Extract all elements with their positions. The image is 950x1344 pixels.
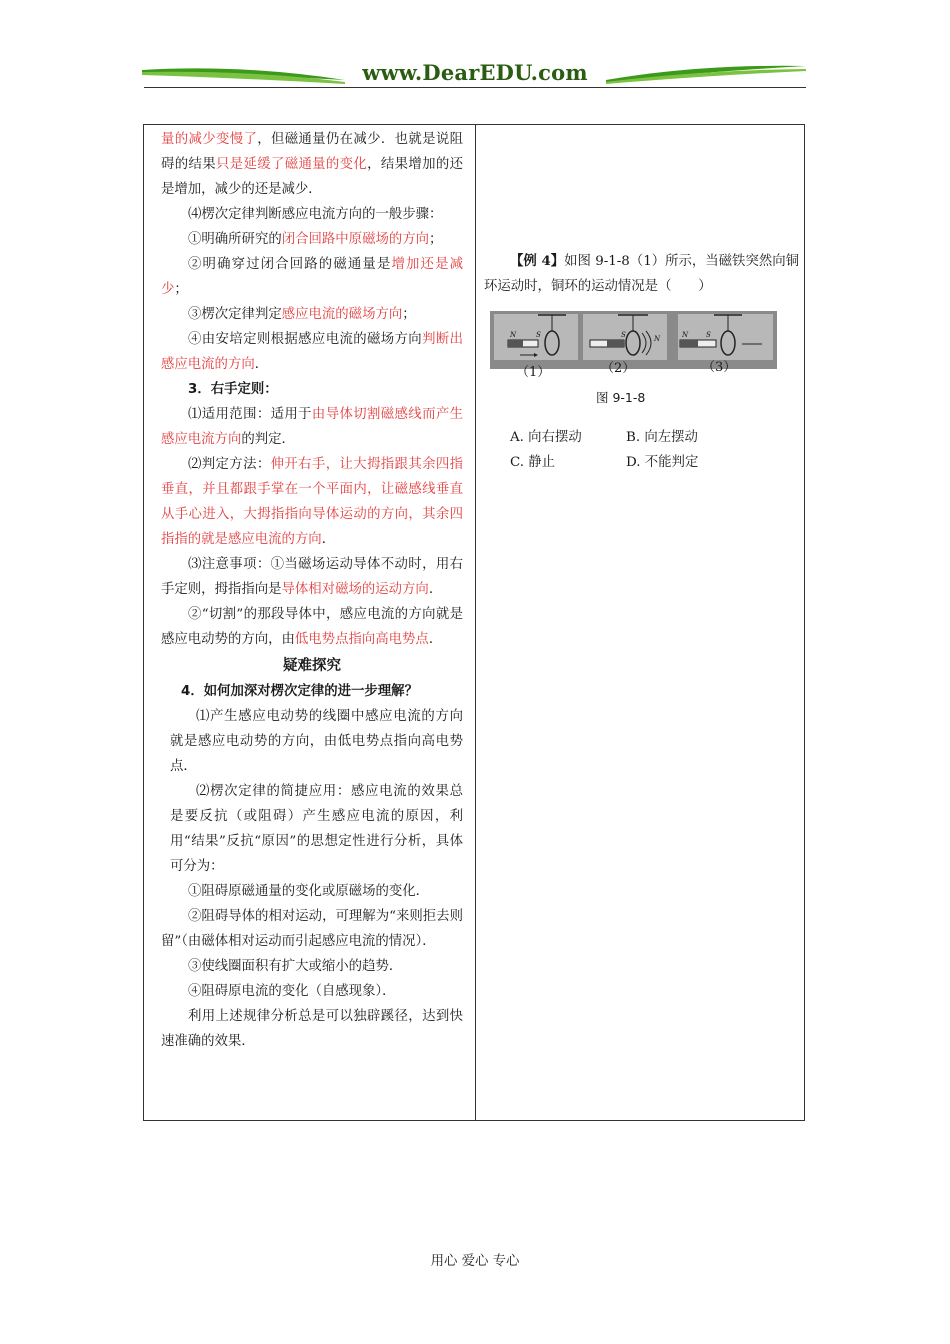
- option-c: C. 静止: [510, 455, 556, 470]
- text-run: 只是延缓了磁通量的变化: [215, 157, 368, 172]
- section-title: 疑难探究: [283, 658, 341, 674]
- example-block: [484, 249, 802, 299]
- option-a: A. 向右摆动: [510, 430, 582, 445]
- header-rule: [144, 87, 806, 88]
- rule-notes: ⑶注意事项：①当磁场运动导体不动时，用右手定则，拇指指向是导体相对磁场的运动方向．: [161, 557, 463, 597]
- step-1: ①明确所研究的闭合回路中原磁场的方向；: [188, 232, 443, 247]
- step-4: ④由安培定则根据感应电流的磁场方向判断出感应电流的方向．: [161, 332, 464, 372]
- text-run: ，结果增加的还是增加，减少的还是减少．: [161, 157, 464, 197]
- option-b: B. 向左摆动: [626, 430, 698, 445]
- fig-mark: S: [621, 331, 626, 339]
- rule-method: ⑵判定方法：伸开右手，让大拇指跟其余四指垂直，并且都跟手掌在一个平面内，让磁感线垂直从手心进入，大拇指指向导体运动的方向，其余四指指的就是感应电流的方向．: [161, 457, 464, 547]
- q-item-4: ④阻碍原电流的变化（自感现象）．: [188, 984, 396, 999]
- para-steps-title: ⑷楞次定律判断感应电流方向的一般步骤：: [188, 207, 443, 222]
- figure-labels: [484, 361, 784, 381]
- rule-notes-2: ②“切割”的那段导体中，感应电流的方向就是感应电动势的方向，由低电势点指向高电势点．: [161, 607, 463, 647]
- q-point-1: ⑴产生感应电动势的线圈中感应电流的方向就是感应电动势的方向，由低电势点指向高电势点．: [170, 709, 463, 774]
- q-point-2: ⑵楞次定律的简捷应用：感应电流的效果总是要反抗（或阻碍）产生感应电流的原因，利用“结果”反抗“原因”的思想定性进行分析，具体可分为：: [170, 784, 463, 874]
- fig-mark: N: [654, 335, 661, 343]
- step-2: ②明确穿过闭合回路的磁通量是增加还是减少；: [161, 257, 464, 297]
- fig-mark: S: [536, 331, 541, 339]
- example-tag: 【例 4】: [510, 253, 565, 269]
- column-divider: [475, 125, 476, 1120]
- answer-options: [510, 425, 742, 475]
- page-footer: 用心 爱心 专心: [430, 1254, 520, 1269]
- site-logo: www.DearEDU.com: [362, 60, 588, 85]
- para-continuation: [161, 127, 463, 202]
- content-table: [143, 124, 805, 1121]
- question-heading: 4．如何加深对楞次定律的进一步理解？: [181, 684, 418, 699]
- q-item-2: ②阻碍导体的相对运动，可理解为“来则拒去则留”（由磁体相对运动而引起感应电流的情况）．: [161, 909, 463, 949]
- figure-caption: 图 9-1-8: [596, 390, 646, 405]
- step-3: ③楞次定律判定感应电流的磁场方向；: [188, 307, 416, 322]
- fig-label-1: （1）: [516, 365, 551, 380]
- example-text: 【例 4】如图 9-1-8（1）所示，当磁铁突然向铜环运动时，铜环的运动情况是（ ）: [484, 253, 800, 294]
- q-item-3: ③使线圈面积有扩大或缩小的趋势．: [188, 959, 403, 974]
- text-run: ，但磁通量仍在减少．也就是说阻碍的结果: [161, 132, 463, 172]
- text-run: 量的减少变慢了: [161, 132, 258, 147]
- question-body: [161, 704, 463, 879]
- q-summary: 利用上述规律分析总是可以独辟蹊径，达到快速准确的效果．: [161, 1009, 463, 1049]
- rule-scope: ⑴适用范围：适用于由导体切割磁感线而产生感应电流方向的判定．: [161, 407, 464, 447]
- left-column: [161, 127, 463, 1054]
- fig-mark: S: [706, 331, 711, 339]
- fig-mark: N: [510, 331, 517, 339]
- fig-label-2: （2）: [601, 361, 636, 376]
- heading-right-hand-rule: 3．右手定则：: [188, 382, 278, 397]
- option-d: D. 不能判定: [626, 455, 699, 470]
- fig-mark: N: [682, 331, 689, 339]
- fig-label-3: （3）: [702, 360, 737, 375]
- q-item-1: ①阻碍原磁通量的变化或原磁场的变化．: [188, 884, 430, 899]
